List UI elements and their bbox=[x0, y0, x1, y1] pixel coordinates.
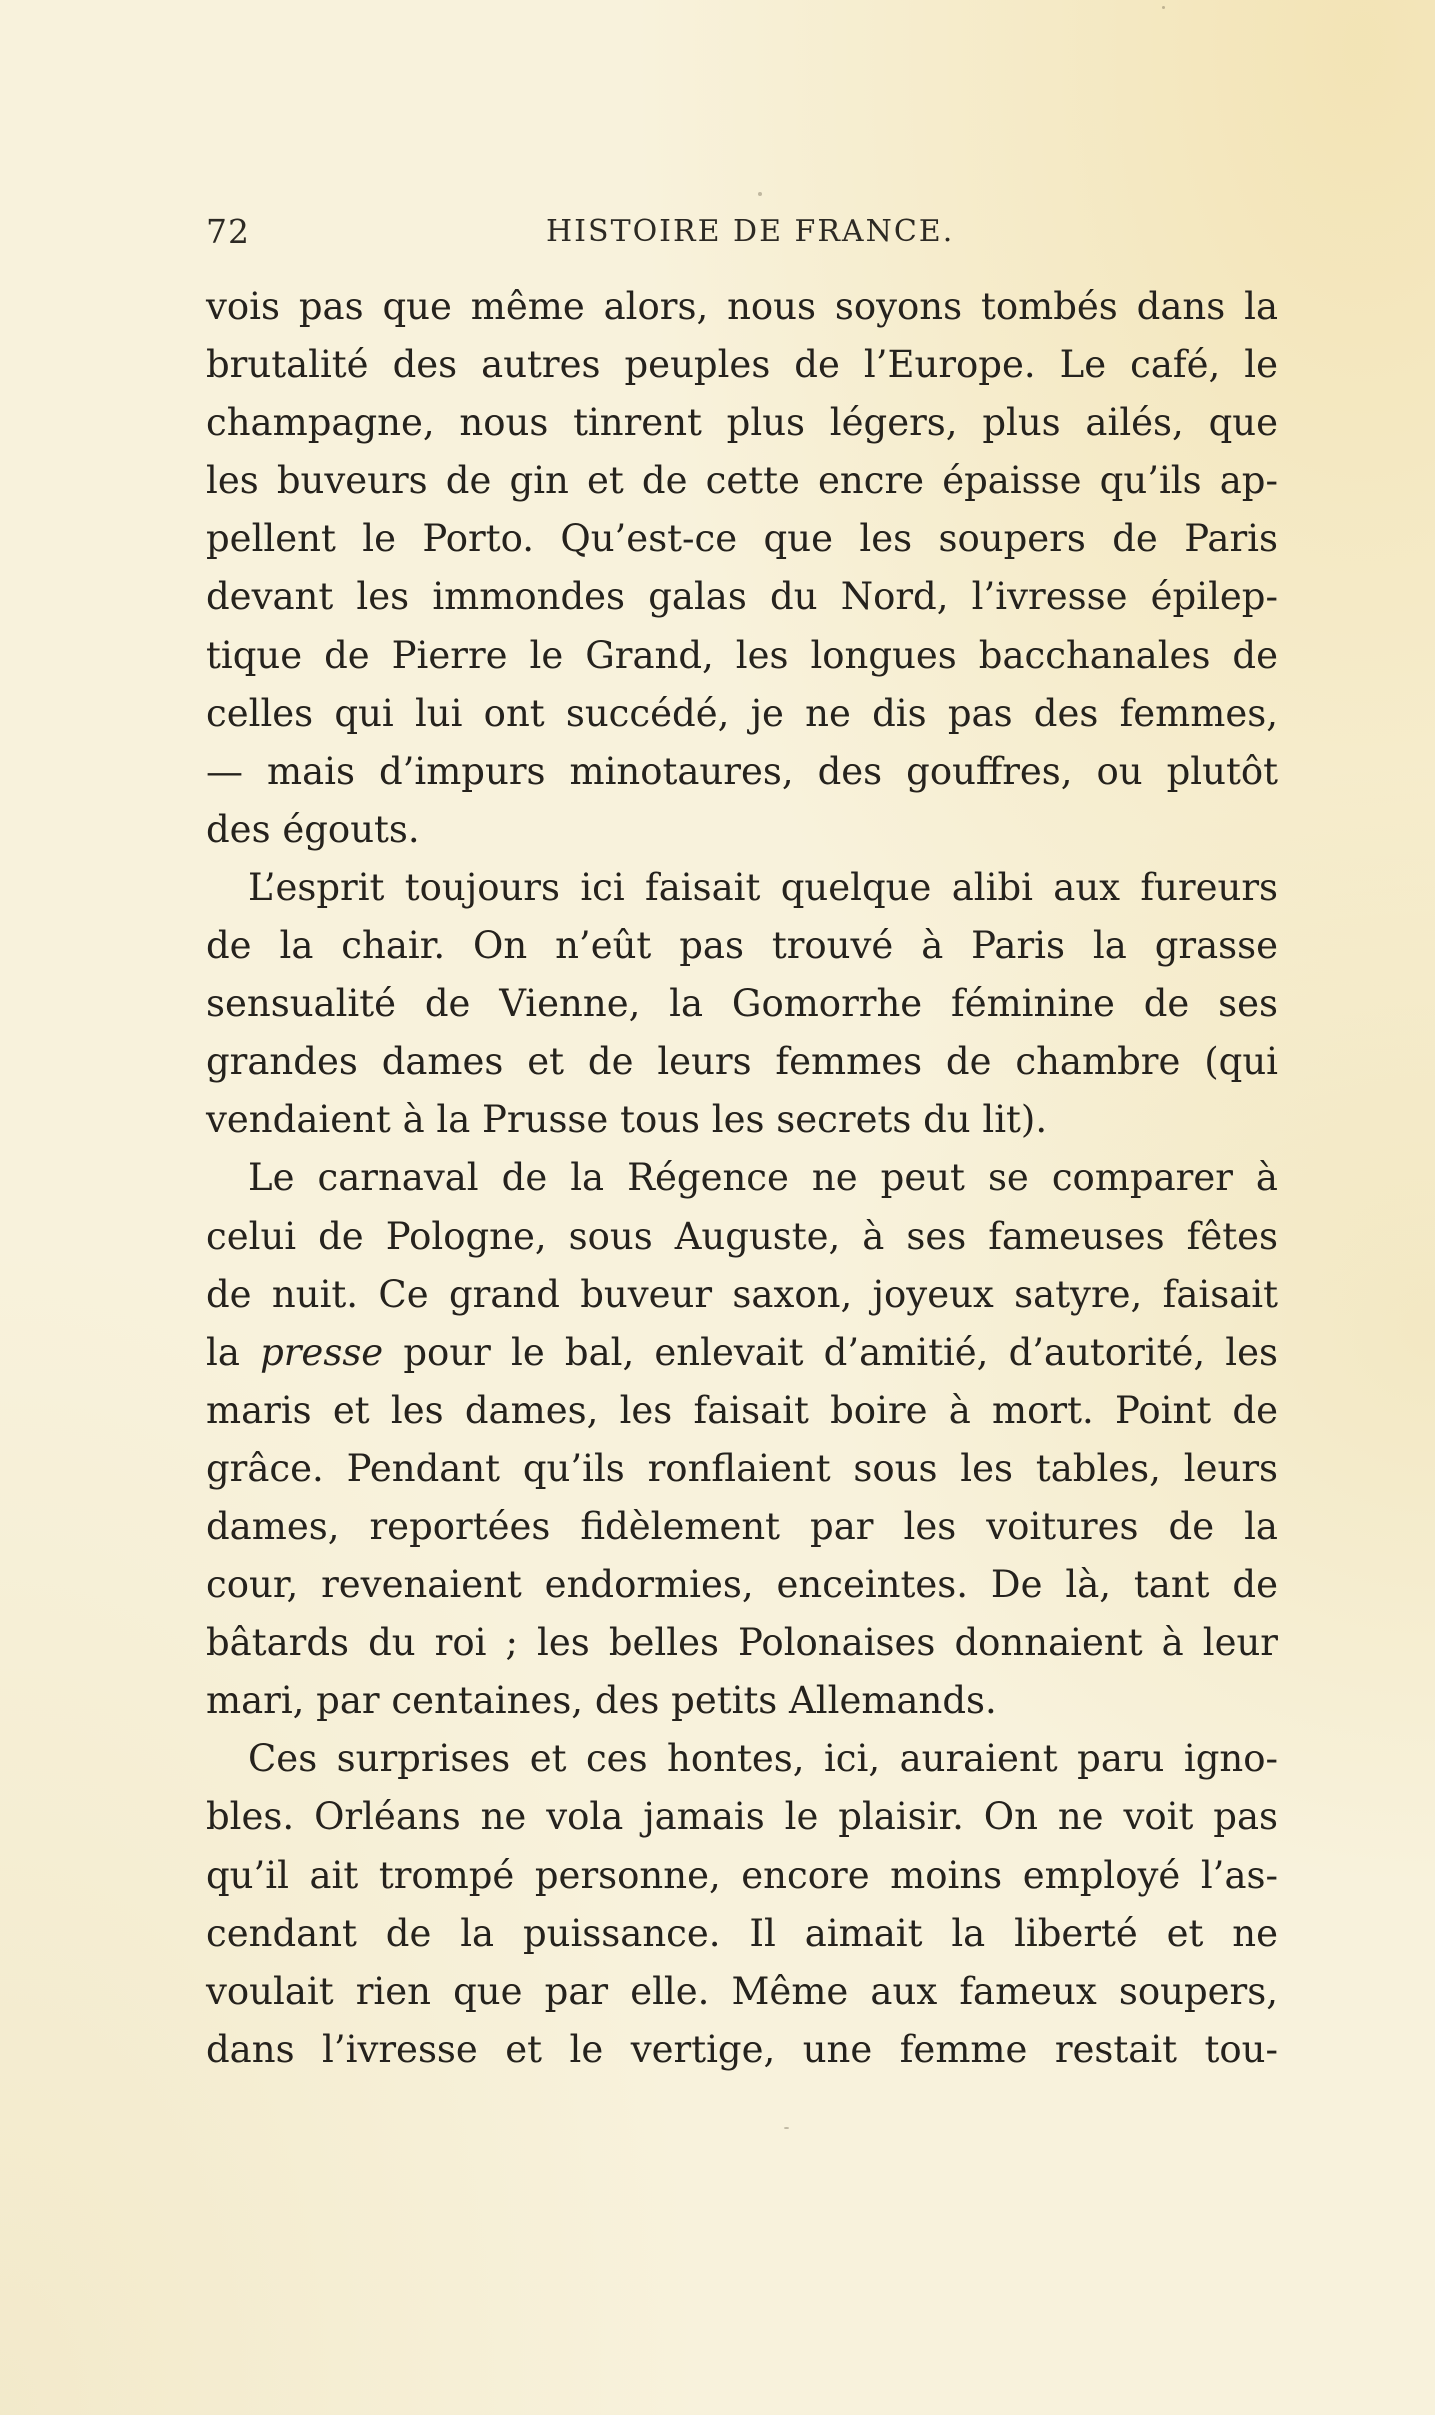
paragraph-1 bbox=[206, 278, 1278, 859]
running-title: HISTOIRE DE FRANCE. bbox=[546, 214, 955, 249]
italic-word: presse bbox=[260, 1330, 384, 1374]
text-line: les buveurs de gin et de cette encre épaisse qu’ils ap- bbox=[206, 459, 1278, 503]
text-line: qu’il ait trompé personne, encore moins employé l’as- bbox=[206, 1853, 1278, 1897]
body-text bbox=[206, 278, 1278, 2079]
page-number: 72 bbox=[206, 212, 250, 251]
text-line: vois pas que même alors, nous soyons tombés dans la bbox=[206, 285, 1278, 328]
text-line: tique de Pierre le Grand, les longues bacchanales de bbox=[206, 633, 1278, 677]
text-line: des égouts. bbox=[206, 807, 420, 851]
text-line: de nuit. Ce grand buveur saxon, joyeux satyre, faisait bbox=[206, 1272, 1278, 1316]
text-line: devant les immondes galas du Nord, l’ivresse épilep- bbox=[206, 575, 1278, 619]
text-line: bles. Orléans ne vola jamais le plaisir. On ne voit pas bbox=[206, 1795, 1278, 1839]
paragraph-3 bbox=[206, 1149, 1278, 1730]
text-line: Le carnaval de la Régence ne peut se comparer à bbox=[248, 1156, 1278, 1200]
text-line: grandes dames et de leurs femmes de chambre (qui bbox=[206, 1040, 1278, 1084]
paper-speck bbox=[758, 192, 762, 196]
text-line: vendaient à la Prusse tous les secrets du lit). bbox=[206, 1098, 1048, 1142]
text-line: celui de Pologne, sous Auguste, à ses fameuses fêtes bbox=[206, 1214, 1278, 1258]
running-header bbox=[206, 212, 1278, 256]
text-line: celles qui lui ont succédé, je ne dis pas des femmes, bbox=[206, 691, 1278, 735]
paper-speck bbox=[1162, 6, 1165, 9]
text-line: bâtards du roi ; les belles Polonaises donnaient à leur bbox=[206, 1621, 1278, 1665]
paragraph-4 bbox=[206, 1730, 1278, 2079]
text-line: — mais d’impurs minotaures, des gouffres, ou plutôt bbox=[206, 749, 1278, 793]
text-line-with-italic bbox=[206, 1324, 1278, 1382]
text-line: L’esprit toujours ici faisait quelque alibi aux fureurs bbox=[248, 865, 1278, 909]
text-line: de la chair. On n’eût pas trouvé à Paris la grasse bbox=[206, 924, 1278, 968]
text-line: cendant de la puissance. Il aimait la liberté et ne bbox=[206, 1911, 1278, 1955]
text-line: voulait rien que par elle. Même aux fameux soupers, bbox=[206, 1969, 1278, 2013]
text-line: cour, revenaient endormies, enceintes. De là, tant de bbox=[206, 1563, 1278, 1607]
text-line: dans l’ivresse et le vertige, une femme restait tou- bbox=[206, 2027, 1278, 2071]
text-line: pellent le Porto. Qu’est-ce que les soupers de Paris bbox=[206, 517, 1278, 561]
text-line: sensualité de Vienne, la Gomorrhe féminine de ses bbox=[206, 982, 1278, 1026]
text-fragment: la bbox=[206, 1330, 261, 1374]
text-fragment: pour le bal, enlevait d’amitié, d’autorité, les bbox=[383, 1330, 1279, 1374]
text-line: dames, reportées fidèlement par les voitures de la bbox=[206, 1504, 1278, 1548]
text-line: Ces surprises et ces hontes, ici, auraient paru igno- bbox=[248, 1737, 1278, 1781]
text-line: mari, par centaines, des petits Allemands. bbox=[206, 1679, 997, 1723]
paper-speck bbox=[784, 2127, 789, 2129]
text-line: champagne, nous tinrent plus légers, plus ailés, que bbox=[206, 401, 1278, 445]
text-line: grâce. Pendant qu’ils ronflaient sous les tables, leurs bbox=[206, 1446, 1278, 1490]
paragraph-2 bbox=[206, 859, 1278, 1149]
text-line: brutalité des autres peuples de l’Europe. Le café, le bbox=[206, 343, 1278, 387]
text-line: maris et les dames, les faisait boire à mort. Point de bbox=[206, 1388, 1278, 1432]
